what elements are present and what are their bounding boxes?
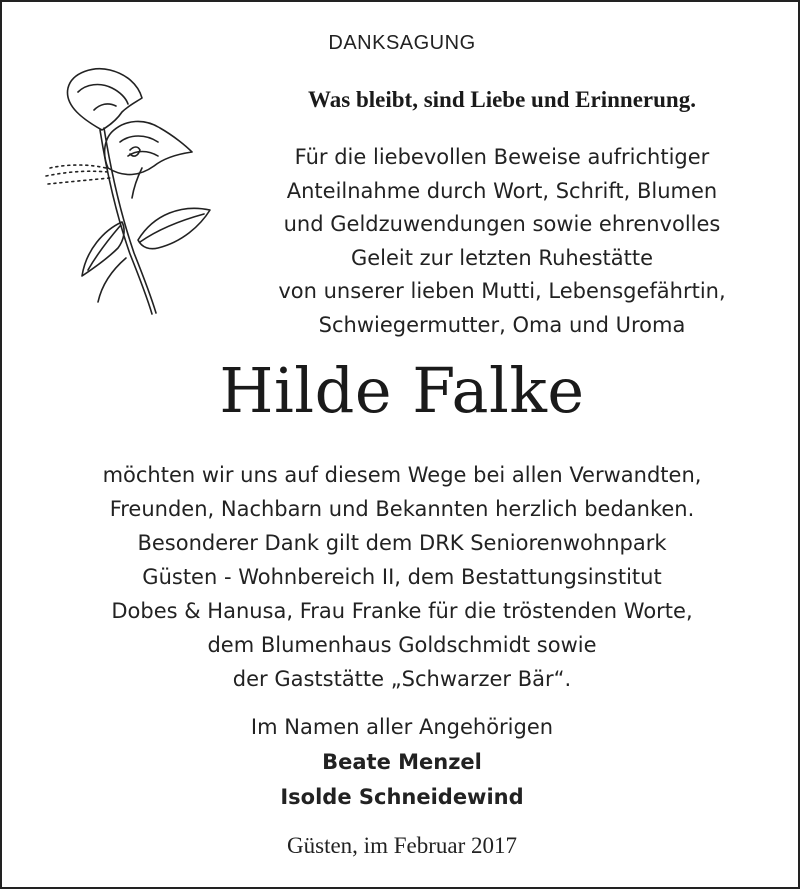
signoff-intro: Im Namen aller Angehörigen — [250, 715, 554, 739]
motto-line: Was bleibt, sind Liebe und Erinnerung. — [308, 87, 696, 112]
intro-line: von unserer lieben Mutti, Lebensgefährtin, — [278, 279, 726, 304]
place-date: Güsten, im Februar 2017 — [287, 833, 517, 858]
signoff-block — [202, 710, 602, 815]
notice-heading: DANKSAGUNG — [328, 32, 476, 54]
thanks-line: Freunden, Nachbarn und Bekannten herzlich bedanken. — [109, 497, 695, 521]
intro-line: Schwiegermutter, Oma und Uroma — [318, 312, 686, 337]
intro-text — [232, 141, 772, 343]
signer-name: Isolde Schneidewind — [280, 785, 524, 809]
intro-line: Geleit zur letzten Ruhestätte — [350, 245, 654, 270]
calla-lily-icon — [42, 58, 222, 320]
thanks-line: Dobes & Hanusa, Frau Franke für die tröstenden Worte, — [111, 599, 693, 623]
thanks-text — [32, 458, 772, 696]
deceased-name: Hilde Falke — [219, 354, 585, 427]
intro-line: Anteilnahme durch Wort, Schrift, Blumen — [286, 178, 718, 203]
thanks-line: möchten wir uns auf diesem Wege bei allen Verwandten, — [102, 463, 702, 487]
intro-line: Für die liebevollen Beweise aufrichtiger — [294, 145, 710, 169]
thanks-line: Besonderer Dank gilt dem DRK Seniorenwohnpark — [137, 531, 667, 555]
thanks-line: dem Blumenhaus Goldschmidt sowie — [207, 633, 597, 657]
intro-line: und Geldzuwendungen sowie ehrenvolles — [283, 212, 721, 237]
thanks-line: Güsten - Wohnbereich II, dem Bestattungsinstitut — [142, 565, 662, 589]
signer-name: Beate Menzel — [322, 750, 482, 774]
thanks-line: der Gaststätte „Schwarzer Bär“. — [232, 667, 572, 691]
